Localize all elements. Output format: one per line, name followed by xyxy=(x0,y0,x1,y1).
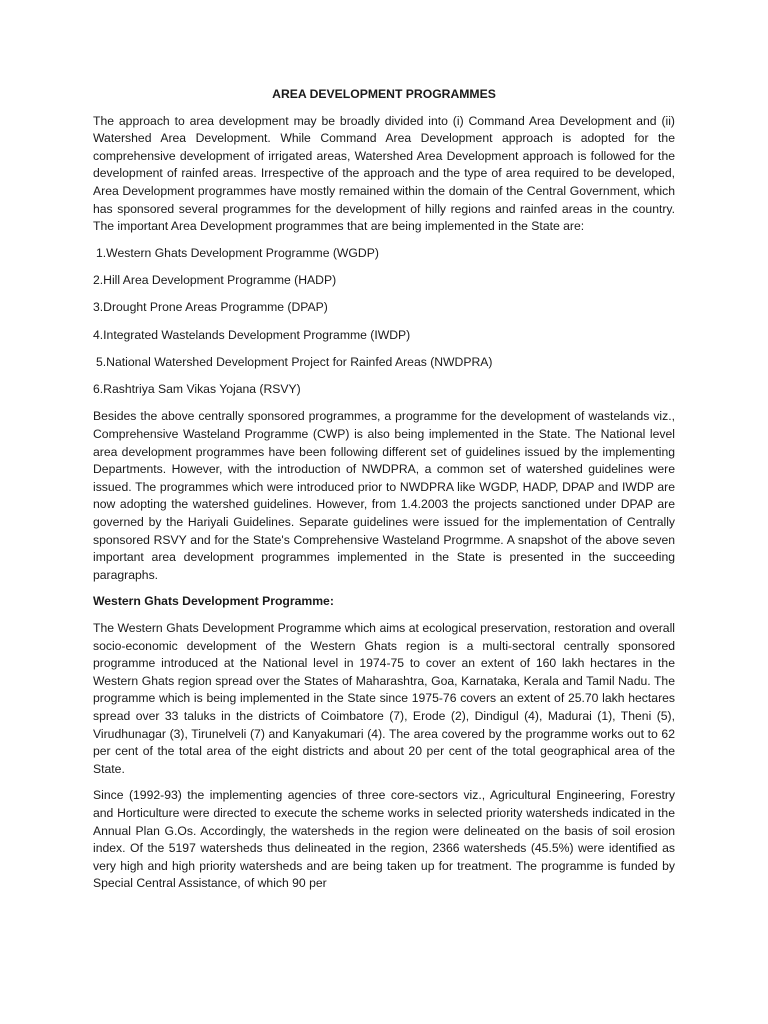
list-item: 3.Drought Prone Areas Programme (DPAP) xyxy=(93,300,328,315)
list-item: 1.Western Ghats Development Programme (WGDP) xyxy=(96,245,379,260)
since-paragraph: Since (1992-93) the implementing agencies of three core-sectors viz., Agricultural Engineering, Forestry and Horticulture were directed to execute the scheme works in selected priority watersheds indicated in the Annual Plan G.Os. Accordingly, the watersheds in the region were delineated on the basis of soil erosion index. Of the 5197 watersheds thus delineated in the region, 2366 watersheds (45.5%) were identified as very high and high priority watersheds and are being taken up for treatment. The programme is funded by Special Central Assistance, of which 90 per xyxy=(93,788,675,891)
page-title: AREA DEVELOPMENT PROGRAMMES xyxy=(272,87,496,101)
list-item: 6.Rashtriya Sam Vikas Yojana (RSVY) xyxy=(93,382,301,397)
list-item: 5.National Watershed Development Project for Rainfed Areas (NWDPRA) xyxy=(96,354,493,369)
intro-paragraph: The approach to area development may be broadly divided into (i) Command Area Development and (ii) Watershed Area Development. While Command Area Development approach is adopted for the comprehensive development of irrigated areas, Watershed Area Development approach is followed for the development of rainfed areas. Irrespective of the approach and the type of area required to be developed, Area Development programmes have mostly remained within the domain of the Central Government, which has sponsored several programmes for the development of hilly regions and rainfed areas in the country. The important Area Development programmes that are being implemented in the State are: xyxy=(93,113,675,234)
besides-paragraph: Besides the above centrally sponsored programmes, a programme for the development of wastelands viz., Comprehensive Wasteland Programme (CWP) is also being implemented in the State. The National level area development programmes have been following different set of guidelines issued by the implementing Departments. However, with the introduction of NWDPRA, a common set of watershed guidelines were issued. The programmes which were introduced prior to NWDPRA like WGDP, HADP, DPAP and IWDP are now adopting the watershed guidelines. However, from 1.4.2003 the projects sanctioned under DPAP are governed by the Hariyali Guidelines. Separate guidelines were issued for the implementation of Centrally sponsored RSVY and for the State's Comprehensive Wasteland Progrmme. A snapshot of the above seven important area development programmes implemented in the State is presented in the succeeding paragraphs. xyxy=(93,409,675,582)
section-heading: Western Ghats Development Programme: xyxy=(93,594,334,609)
list-item: 2.Hill Area Development Programme (HADP) xyxy=(93,273,337,288)
programme-list xyxy=(93,245,675,399)
document-page xyxy=(93,86,675,902)
wgdp-paragraph: The Western Ghats Development Programme which aims at ecological preservation, restoration and overall socio-economic development of the Western Ghats region is a multi-sectoral centrally sponsored programme introduced at the National level in 1974-75 to cover an extent of 160 lakh hectares in the Western Ghats region spread over the States of Maharashtra, Goa, Karnataka, Kerala and Tamil Nadu. The programme which is being implemented in the State since 1975-76 covers an extent of 25.70 lakh hectares spread over 33 taluks in the districts of Coimbatore (7), Erode (2), Dindigul (4), Madurai (1), Theni (5), Virudhunagar (3), Tirunelveli (7) and Kanyakumari (4). The area covered by the programme works out to 62 per cent of the total area of the eight districts and about 20 per cent of the total geographical area of the State. xyxy=(93,620,675,776)
list-item: 4.Integrated Wastelands Development Programme (IWDP) xyxy=(93,327,411,342)
